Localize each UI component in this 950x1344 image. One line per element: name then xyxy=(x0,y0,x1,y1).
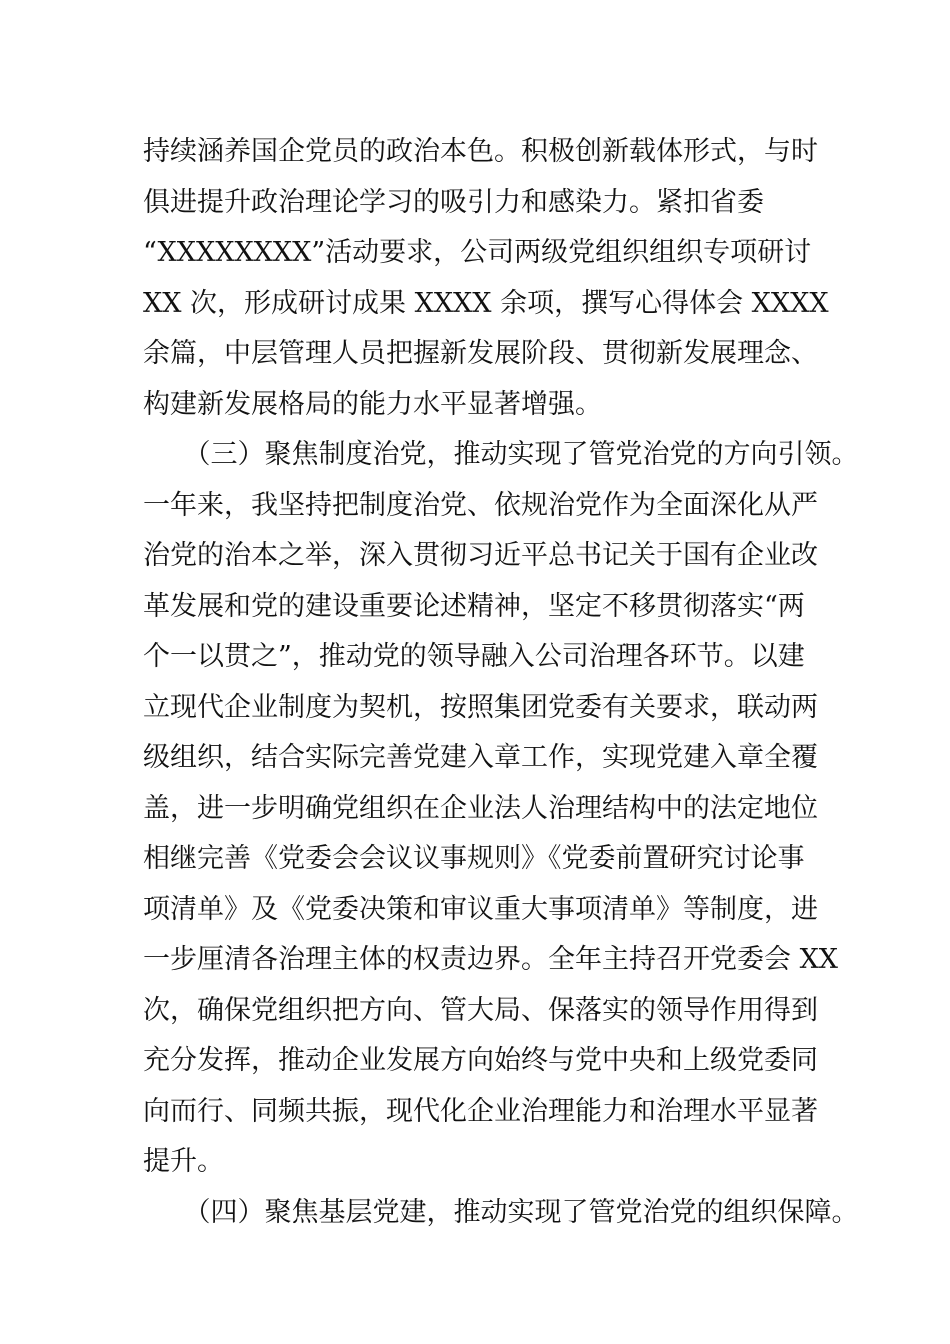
text-line: 一年来，我坚持把制度治党、依规治党作为全面深化从严 xyxy=(143,489,818,521)
text-line: 盖，进一步明确党组织在企业法人治理结构中的法定地位 xyxy=(143,792,818,824)
body-text xyxy=(143,127,859,1238)
text-line: 向而行、同频共振，现代化企业治理能力和治理水平显著 xyxy=(143,1095,818,1127)
text-line: 治党的治本之举，深入贯彻习近平总书记关于国有企业改 xyxy=(143,540,818,571)
text-line: 俱进提升政治理论学习的吸引力和感染力。紧扣省委 xyxy=(143,186,764,218)
text-line: 个一以贯之”，推动党的领导融入公司治理各环节。以建 xyxy=(143,641,805,672)
text-line: 项清单》及《党委决策和审议重大事项清单》等制度，进 xyxy=(143,893,818,925)
text-line: 充分发挥，推动企业发展方向始终与党中央和上级党委同 xyxy=(143,1045,818,1076)
text-line: 相继完善《党委会会议议事规则》《党委前置研究讨论事 xyxy=(143,843,805,874)
text-line: 持续涵养国企党员的政治本色。积极创新载体形式，与时 xyxy=(143,136,818,167)
text-line: “XXXXXXXX”活动要求，公司两级党组织组织专项研讨 xyxy=(143,237,812,268)
text-line: 级组织，结合实际完善党建入章工作，实现党建入章全覆 xyxy=(143,742,818,773)
text-line: 一步厘清各治理主体的权责边界。全年主持召开党委会 XX xyxy=(143,944,839,975)
text-line: 提升。 xyxy=(143,1146,224,1177)
text-line: 余篇，中层管理人员把握新发展阶段、贯彻新发展理念、 xyxy=(143,338,818,369)
text-line: 革发展和党的建设重要论述精神，坚定不移贯彻落实“两 xyxy=(143,590,805,622)
text-line: 立现代企业制度为契机，按照集团党委有关要求，联动两 xyxy=(143,691,818,723)
section-heading-3: （三）聚焦制度治党，推动实现了管党治党的方向引领。 xyxy=(143,439,859,470)
text-line: 次，确保党组织把方向、管大局、保落实的领导作用得到 xyxy=(143,994,818,1026)
section-heading-4: （四）聚焦基层党建，推动实现了管党治党的组织保障。 xyxy=(143,1196,859,1228)
text-line: XX 次，形成研讨成果 XXXX 余项，撰写心得体会 XXXX xyxy=(143,287,829,319)
text-line: 构建新发展格局的能力水平显著增强。 xyxy=(143,388,602,420)
